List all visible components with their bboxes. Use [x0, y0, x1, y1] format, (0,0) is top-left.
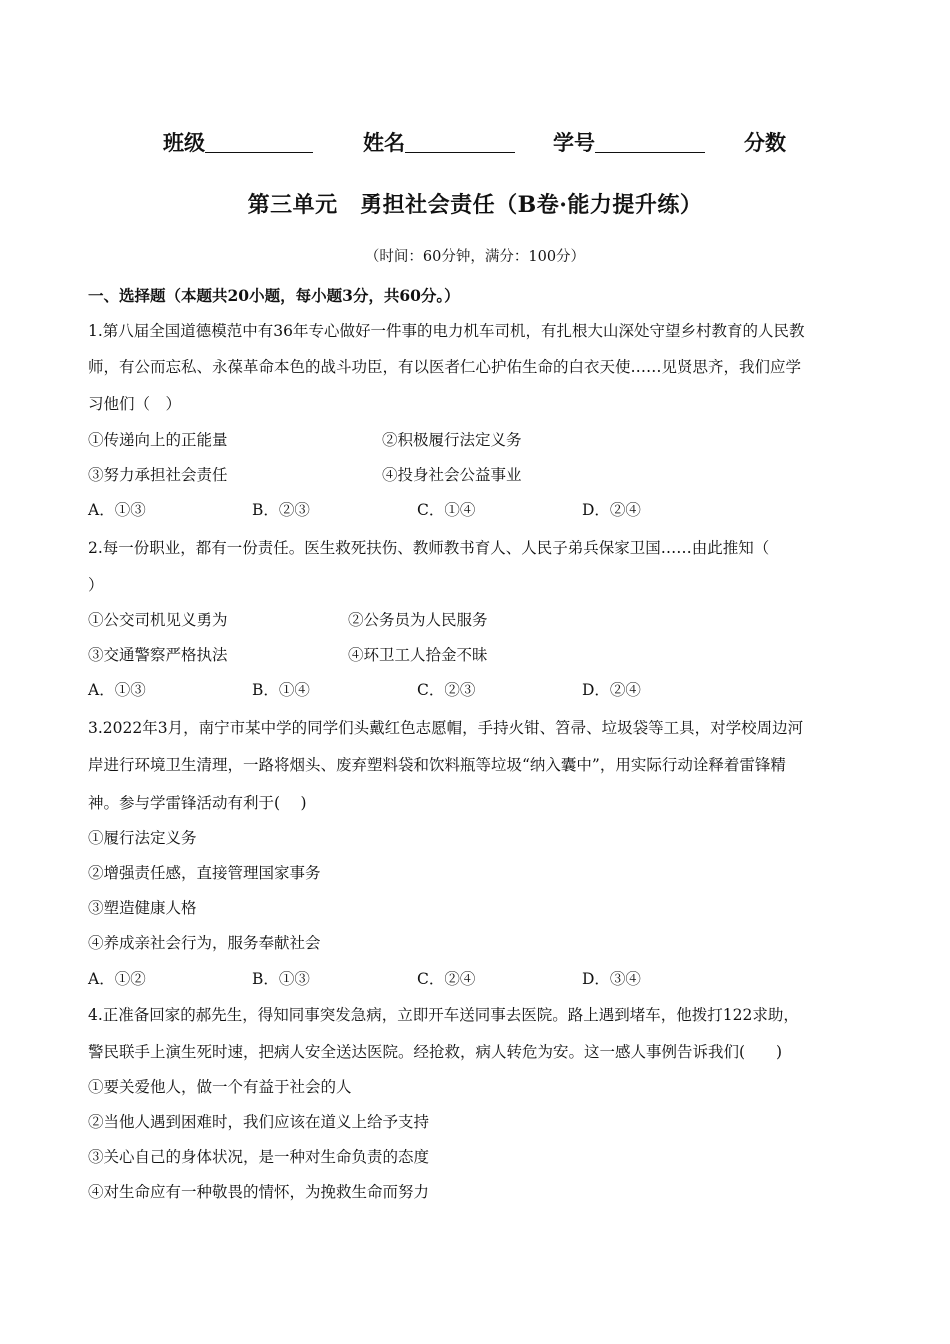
q3-option-a[interactable]: A．①②: [88, 970, 146, 988]
q1-option-a[interactable]: A．①③: [88, 501, 146, 519]
q1-item: ③努力承担社会责任: [88, 466, 228, 484]
q2-item: ②公务员为人民服务: [348, 611, 488, 629]
q2-option-a[interactable]: A．①③: [88, 681, 146, 699]
q4-item: ③关心自己的身体状况，是一种对生命负责的态度: [88, 1148, 430, 1166]
student-id-label: 学号: [553, 130, 595, 155]
q1-option-c[interactable]: C．①④: [417, 501, 476, 519]
section-heading: 一、选择题（本题共20小题，每小题3分，共60分。）: [88, 286, 460, 305]
q2-item: ①公交司机见义勇为: [88, 611, 228, 629]
q1-stem-line: 1.第八届全国道德模范中有36年专心做好一件事的电力机车司机，有扎根大山深处守望乡村教育的人民教: [88, 322, 805, 340]
q3-stem-line: 岸进行环境卫生清理，一路将烟头、废弃塑料袋和饮料瓶等垃圾“纳入囊中”，用实际行动诠释着雷锋精: [88, 756, 786, 774]
q1-stem-line: 师，有公而忘私、永葆革命本色的战斗功臣，有以医者仁心护佑生命的白衣天使……见贤思齐，我们应学: [88, 358, 802, 376]
class-field[interactable]: [163, 127, 313, 157]
q2-item: ④环卫工人拾金不昧: [348, 646, 488, 664]
q3-item: ②增强责任感，直接管理国家事务: [88, 864, 321, 882]
q4-stem-line: 警民联手上演生死时速，把病人安全送达医院。经抢救，病人转危为安。这一感人事例告诉我们( ): [88, 1043, 783, 1061]
q3-option-d[interactable]: D．③④: [582, 970, 641, 988]
q1-item: ①传递向上的正能量: [88, 431, 228, 449]
exam-info: （时间：60分钟，满分：100分）: [364, 249, 586, 265]
score-field: [744, 127, 786, 157]
student-id-field[interactable]: [553, 127, 705, 157]
class-label: 班级: [163, 130, 205, 155]
q3-stem-line: 3.2022年3月，南宁市某中学的同学们头戴红色志愿帽，手持火钳、笤帚、垃圾袋等工具，对学校周边河: [88, 719, 804, 737]
name-label: 姓名: [363, 130, 405, 155]
q2-option-b[interactable]: B．①④: [252, 681, 310, 699]
q4-stem-line: 4.正准备回家的郝先生，得知同事突发急病，立即开车送同事去医院。路上遇到堵车，他拨打122求助，: [88, 1006, 799, 1024]
q4-item: ④对生命应有一种敬畏的情怀，为挽救生命而努力: [88, 1183, 430, 1201]
q2-option-d[interactable]: D．②④: [582, 681, 641, 699]
q2-item: ③交通警察严格执法: [88, 646, 228, 664]
q3-option-b[interactable]: B．①③: [252, 970, 310, 988]
q3-stem-line: 神。参与学雷锋活动有利于( ): [88, 794, 307, 812]
student-id-blank[interactable]: [595, 132, 705, 153]
q2-stem-line: 2.每一份职业，都有一份责任。医生救死扶伤、教师教书育人、人民子弟兵保家卫国……由此推知（: [88, 539, 770, 557]
score-label: 分数: [744, 130, 786, 155]
q1-option-d[interactable]: D．②④: [582, 501, 641, 519]
q1-stem-line: 习他们（ ）: [88, 395, 182, 413]
name-blank[interactable]: [405, 132, 515, 153]
q3-item: ③塑造健康人格: [88, 899, 197, 917]
name-field[interactable]: [363, 127, 515, 157]
q2-stem-line: ）: [88, 576, 104, 594]
q2-option-c[interactable]: C．②③: [417, 681, 476, 699]
q4-item: ①要关爱他人，做一个有益于社会的人: [88, 1078, 352, 1096]
class-blank[interactable]: [205, 132, 313, 153]
q3-item: ①履行法定义务: [88, 829, 197, 847]
q1-item: ④投身社会公益事业: [382, 466, 522, 484]
q1-item: ②积极履行法定义务: [382, 431, 522, 449]
q4-item: ②当他人遇到困难时，我们应该在道义上给予支持: [88, 1113, 430, 1131]
q3-option-c[interactable]: C．②④: [417, 970, 476, 988]
page-title: 第三单元 勇担社会责任（B卷·能力提升练）: [247, 192, 703, 218]
q3-item: ④养成亲社会行为，服务奉献社会: [88, 934, 321, 952]
q1-option-b[interactable]: B．②③: [252, 501, 310, 519]
